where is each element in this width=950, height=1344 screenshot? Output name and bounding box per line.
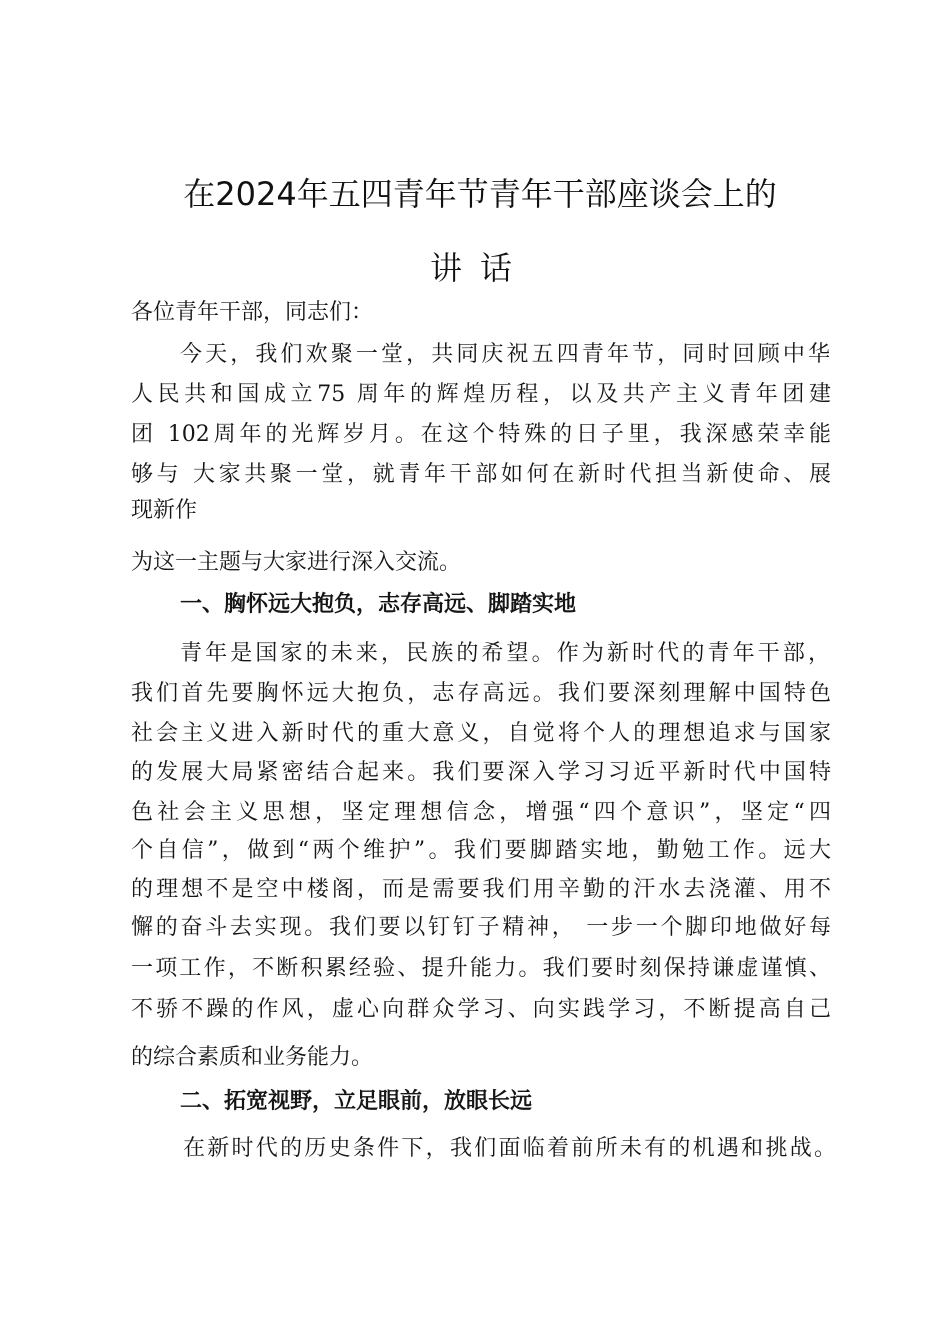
intro-line: 够与 大家共聚一堂，就青年干部如何在新时代担当新使命、展 xyxy=(131,462,831,487)
section-1-line: 色社会主义思想，坚定理想信念，增强“四个意识”，坚定“四 xyxy=(131,800,831,825)
section-1-line: 个自信”，做到“两个维护”。我们要脚踏实地，勤勉工作。远大 xyxy=(131,838,831,863)
salutation: 各位青年干部，同志们： xyxy=(131,300,374,325)
section-1-line: 不骄不躁的作风，虚心向群众学习、向实践学习，不断提高自己 xyxy=(131,997,831,1022)
document-title-line-2: 讲话 xyxy=(429,249,530,287)
intro-line: 为这一主题与大家进行深入交流。 xyxy=(131,550,462,575)
section-2-heading: 二、拓宽视野，立足眼前，放眼长远 xyxy=(180,1089,533,1114)
section-1-line: 的理想不是空中楼阁，而是需要我们用辛勤的汗水去浇灌、用不 xyxy=(131,877,831,902)
section-1-line: 懈的奋斗去实现。我们要以钉钉子精神， 一步一个脚印地做好每 xyxy=(131,915,831,940)
intro-line: 人民共和国成立75 周年的辉煌历程，以及共产主义青年团建 xyxy=(131,382,831,407)
section-1-heading: 一、胸怀远大抱负，志存高远、脚踏实地 xyxy=(180,592,577,617)
section-1-line: 我们首先要胸怀远大抱负，志存高远。我们要深刻理解中国特色 xyxy=(131,681,831,706)
intro-line: 今天，我们欢聚一堂，共同庆祝五四青年节，同时回顾中华 xyxy=(180,342,830,367)
section-1-line: 一项工作，不断积累经验、提升能力。我们要时刻保持谦虚谨慎、 xyxy=(131,956,831,981)
document-title-line-1: 在2024年五四青年节青年干部座谈会上的 xyxy=(183,175,777,213)
section-1-line: 社会主义进入新时代的重大意义，自觉将个人的理想追求与国家 xyxy=(131,721,831,746)
intro-line: 现新作 xyxy=(131,498,198,523)
section-1-line: 青年是国家的未来，民族的希望。作为新时代的青年干部， xyxy=(180,641,830,666)
section-1-line: 的发展大局紧密结合起来。我们要深入学习习近平新时代中国特 xyxy=(131,760,831,785)
section-2-line: 在新时代的历史条件下，我们面临着前所未有的机遇和挑战。 xyxy=(183,1136,836,1161)
intro-line: 团 102周年的光辉岁月。在这个特殊的日子里，我深感荣幸能 xyxy=(131,422,831,447)
section-1-line: 的综合素质和业务能力。 xyxy=(131,1045,374,1070)
